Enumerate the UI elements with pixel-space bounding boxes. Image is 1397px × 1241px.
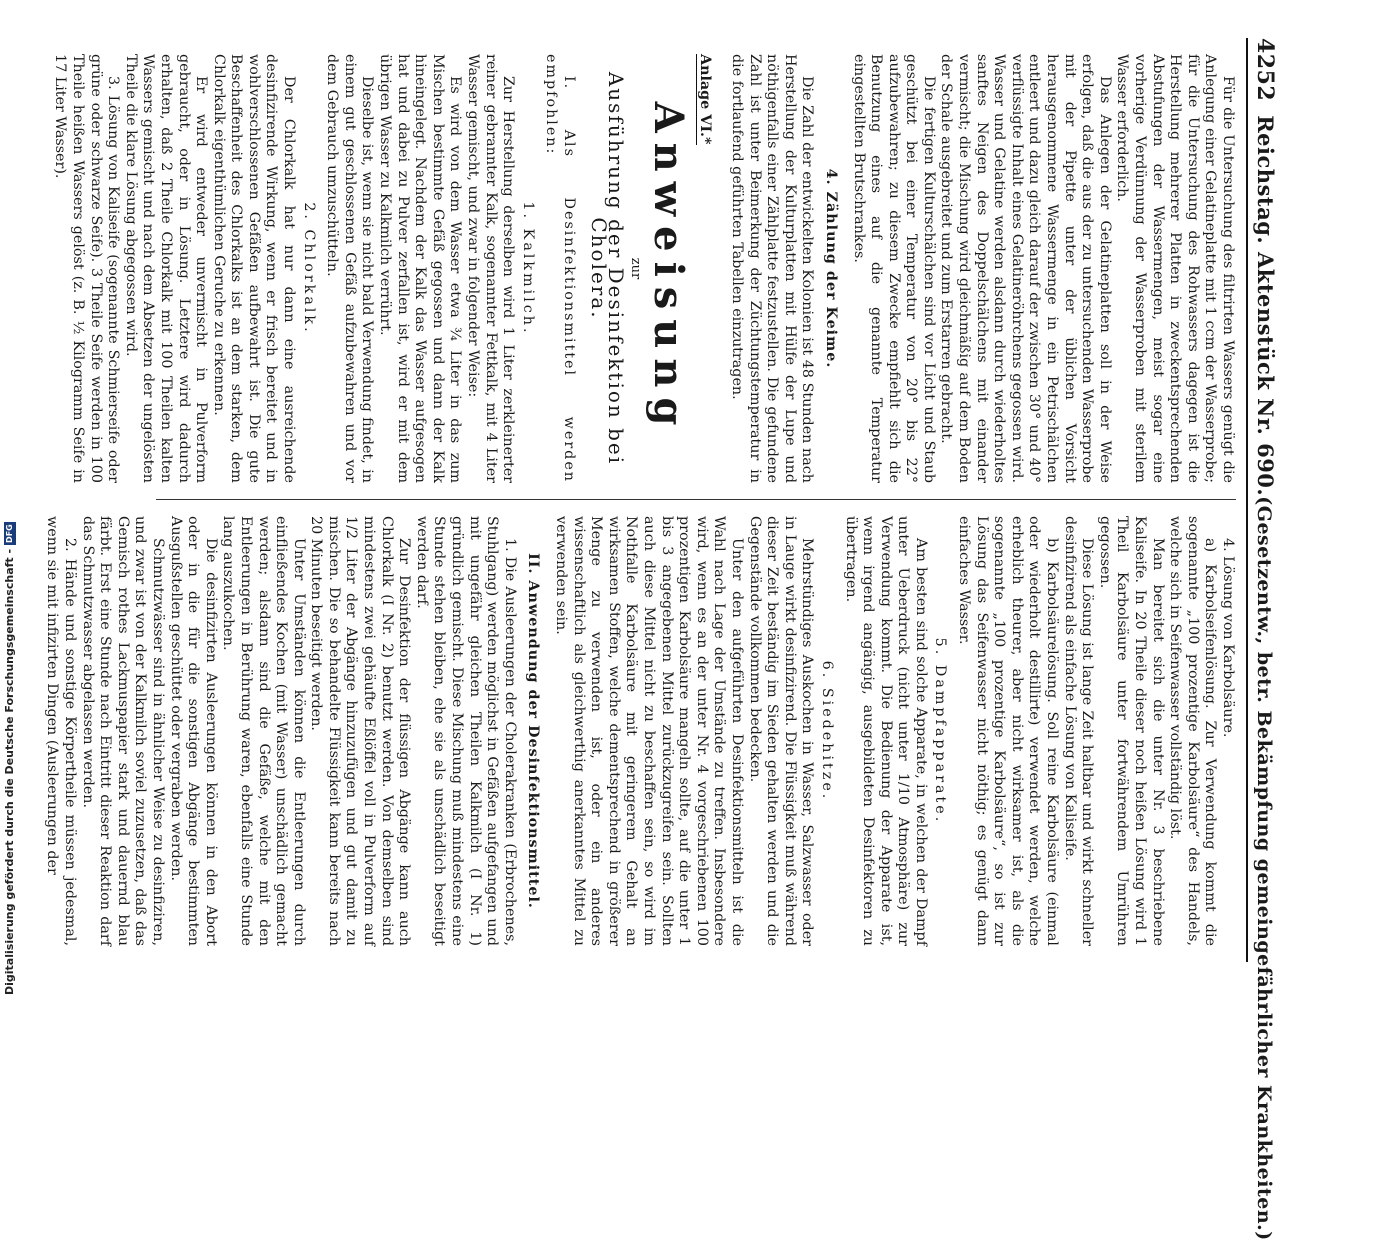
item1-paragraph-3: Dieselbe ist, wenn sie nicht bald Verwendung findet, in einem gut geschlossenen Gefäß aufzubewahren und vor dem Gebrauch umzuschütteln. xyxy=(324,54,376,483)
columns xyxy=(44,38,1236,962)
section4-text: Die Zahl der entwickelten Kolonien ist 48 Stunden nach Herstellung der Kulturplatten mit Hülfe der Lupe und nöthigenfalls einer Zählplatte festzustellen. Die gefundene Zahl ist unter Beimerkung der Züchtungstemperatur in die fortlaufend geführten Tabellen einzutragen. xyxy=(728,54,816,483)
document-subtitle: Ausführung der Desinfektion bei Cholera. xyxy=(586,71,629,466)
dfg-logo-icon: DFG xyxy=(4,524,14,543)
part2-heading: II. Anwendung der Desinfektionsmittel. xyxy=(525,553,542,909)
anlage-text: Anlage VI.* xyxy=(697,54,714,145)
intro-paragraph-1: Für die Untersuchung des filtrirten Wassers genügt die Anlegung einer Gelatineplatte mit 1 ccm der Wasserprobe; für die Untersuchung des Rohwassers dagegen ist die Herstellung mehrerer Platten in zweckentsprechenden Abstufungen der Wassermengen, meist sogar eine vorherige Verdünnung der Wasserproben mit sterilem Wasser erforderlich. xyxy=(1114,54,1236,483)
item2-paragraph-2: Er wird entweder unvermischt in Pulverform gebraucht, oder in Lösung. Letztere wird dadurch erhalten, daß 2 Theile Chlorkalk mit 100 Theilen kalten Wassers gemischt und nach dem Absetzen der ungelösten Theile die klare Lösung abgegossen wird. xyxy=(122,54,210,483)
scanned-page xyxy=(44,0,1300,1241)
part2-paragraph-2: Zur Desinfektion der flüssigen Abgänge kann auch Chlorkalk (I Nr. 2) benutzt werden. Von demselben sind mindestens zwei gehäufte Eßlöffel voll in Pulverform auf 1/2 Liter der Abgänge hinzuzufügen und gut damit zu mischen. Die so behandelte Flüssigkeit kann bereits nach 20 Minuten beseitigt werden. xyxy=(308,516,413,946)
part2-item1: 1. Die Ausleerungen der Cholerakranken (Erbrochenes, Stuhlgang) werden möglichst in Gefäßen aufgefangen und mit ungefähr gleichen Theilen Kalkmilch (I Nr. 1) gründlich gemischt. Diese Mischung muß mindestens eine Stunde stehen bleiben, ehe sie als unschädlich beseitigt werden darf. xyxy=(413,516,518,946)
item4a-paragraph-2: Man bereitet sich die unter Nr. 3 beschriebene Kaliseife. In 20 Theile dieser noch heißen Lösung wird 1 Theil Karbolsäure unter fortwährendem Umrühren gegossen. xyxy=(1096,516,1166,946)
part1-heading: I. Als Desinfektionsmittel werden empfohlen: xyxy=(543,54,577,483)
item5-heading: 5. Dampfapparate. xyxy=(932,637,949,825)
footer-strip xyxy=(0,0,28,1000)
part2-paragraph-3: Unter Umständen können die Entleerungen durch einfließendes Kochen (mit Wasser) unschädlich gemacht werden; alsdann sind die Gefäße, welche mit den Entleerungen in Berührung waren, ebenfalls eine Stunde lang auszukochen. xyxy=(220,516,307,946)
item4a-paragraph-1: a) Karbolseifenlösung. Zur Verwendung kommt die sogenannte „100 prozentige Karbolsäure“ des Handels, welche sich in Seifenwasser vollständig löst. xyxy=(1167,516,1219,946)
item2-paragraph-1: Der Chlorkalk hat nur dann eine ausreichende desinfizirende Wirkung, wenn er frisch bereitet und in wohlverschlossenen Gefäßen aufbewahrt ist. Die gute Beschaffenheit des Chlorkalks ist an dem starken, dem Chlorkalk eigenthümlichen Geruche zu erkennen. xyxy=(210,54,298,483)
item5-paragraph-1: Am besten sind solche Apparate, in welchen der Dampf unter Ueberdruck (nicht unter 1/10 Atmosphäre) zur Verwendung kommt. Die Bedienung der Apparate ist, wenn irgend angängig, ausgebildeten Desinfektoren zu übertragen. xyxy=(842,516,929,946)
page-header xyxy=(1246,38,1278,1241)
item6-heading: 6. Siedehitze. xyxy=(818,660,835,802)
title-connector: zur xyxy=(627,257,643,280)
intro-paragraph-2: Das Anlegen der Gelatineplatten soll in der Weise erfolgen, daß die aus der zu untersuchenden Wasserprobe mit der Pipette unter der üblichen Vorsicht herausgenommene Wassermenge in ein Petrischälchen entleert und dazu gleich darauf der zwischen 30° und 40° verflüssigte Inhalt eines Gelatineröhrchens gegossen wird. Wasser und Gelatine werden alsdann durch wiederholtes sanftes Neigen des Doppelschälchens mit einander vermischt; die Mischung wird gleichmäßig auf dem Boden der Schale ausgebreitet und zum Erstarren gebracht. xyxy=(938,54,1113,483)
header-title: Reichstag. Aktenstück Nr. 690. xyxy=(1253,115,1278,497)
part2-paragraph-5: Schmutzwässer sind in ähnlicher Weise zu desinfiziren, und zwar ist von der Kalkmilch soviel zuzusetzen, daß das Gemisch rothes Lackmuspapier stark und dauernd blau färbt. Erst eine Stunde nach Eintritt dieser Reaktion darf das Schmutzwasser abgelassen werden. xyxy=(79,516,166,946)
item3-paragraph-1: 3. Lösung von Kaliseife (sogenannte Schmierseife oder grüne oder schwarze Seife). 3 Theile Seife werden in 100 Theile heißen Wassers gelöst (z. B. ½ Kilogramm Seife in 17 Liter Wasser). xyxy=(52,54,122,483)
item6-paragraph-1: Mehrstündiges Auskochen in Wasser, Salzwasser oder in Lauge wirkt desinfizirend. Die Flüssigkeit muß während dieser Zeit beständig im Sieden gehalten werden und die Gegenstände vollkommen bedecken. xyxy=(746,516,816,946)
item6-paragraph-2: Unter den aufgeführten Desinfektionsmitteln ist die Wahl nach Lage der Umstände zu treffen. Insbesondere wird, wenn es an der unter Nr. 4 vorgeschriebenen 100 prozentigen Karbolsäure mangeln sollte, auf die unter 1 bis 3 angegebenen Mittel zurückzugreifen sein. Sollten auch diese Mittel nicht zu beschaffen sein, so wird im Nothfalle Karbolsäure mit geringerem Gehalt an wirksamen Stoffen, welche dementsprechend in größerer Menge zu verwenden ist, oder ein anderes wissenschaftlich als gleichwerthig anerkanntes Mittel zu verwenden sein. xyxy=(553,516,745,946)
funding-note xyxy=(3,524,16,995)
document-title: Anweisung xyxy=(644,101,692,436)
section4-heading: 4. Zählung der Keime. xyxy=(822,168,839,369)
item4a-paragraph-3: Diese Lösung ist lange Zeit haltbar und wirkt schneller desinfizirend als einfache Lösung von Kaliseife. xyxy=(1061,516,1096,946)
part2-paragraph-4: Die desinfizirten Ausleerungen können in den Abort oder in die für die sonstigen Abgänge bestimmten Ausgußstellen geschüttet oder vergraben werden. xyxy=(167,516,219,946)
page-number: 4252 xyxy=(1252,38,1278,102)
left-column xyxy=(52,38,1236,500)
header-subject: (Gesetzentw., betr. Bekämpfung gemeingefährlicher Krankheiten.) xyxy=(1253,496,1275,1241)
item1-heading: 1. Kalkmilch. xyxy=(519,201,536,336)
item1-paragraph-2: Es wird von dem Wasser etwa ¾ Liter in das zum Mischen bestimmte Gefäß gegossen und dann der Kalk hineingelegt. Nachdem der Kalk das Wasser aufgesogen hat und dabei zu Pulver zerfallen ist, wird er mit dem übrigen Wasser zu Kalkmilch verrührt. xyxy=(377,54,464,483)
item4-heading: 4. Lösung von Karbolsäure. xyxy=(1220,538,1236,738)
right-column xyxy=(44,500,1236,962)
item1-paragraph-1: Zur Herstellung derselben wird 1 Liter zerkleinerter reiner gebrannter Kalk, sogenannter Fettkalk, mit 4 Liter Wasser gemischt, und zwar in folgender Weise: xyxy=(465,54,517,483)
part2-item2: 2. Hände und sonstige Körpertheile müssen jedesmal, wenn sie mit infizirten Dingen (Ausleerungen der xyxy=(44,516,78,946)
item4b-paragraph-1: b) Karbolsäurelösung. Soll reine Karbolsäure (einmal oder wiederholt destillirte) verwendet werden, welche erheblich theurer, aber nicht wirksamer ist, als die sogenannte „100 prozentige Karbolsäure“, so ist zur Lösung das Seifenwasser nicht nöthig; es genügt dann einfaches Wasser. xyxy=(956,516,1061,946)
item2-heading: 2. Chlorkalk. xyxy=(300,202,317,335)
funding-text: Digitalisierung gefördert durch die Deutsche Forschungsgemeinschaft - xyxy=(3,548,16,995)
intro-paragraph-3: Die fertigen Kulturschälchen sind vor Licht und Staub geschützt bei einer Temperatur von 20° bis 22° aufzubewahren; zu diesem Zwecke empfiehlt sich die Benutzung eines auf die genannte Temperatur eingestellten Brutschrankes. xyxy=(850,54,937,483)
anlage-label xyxy=(696,54,714,483)
